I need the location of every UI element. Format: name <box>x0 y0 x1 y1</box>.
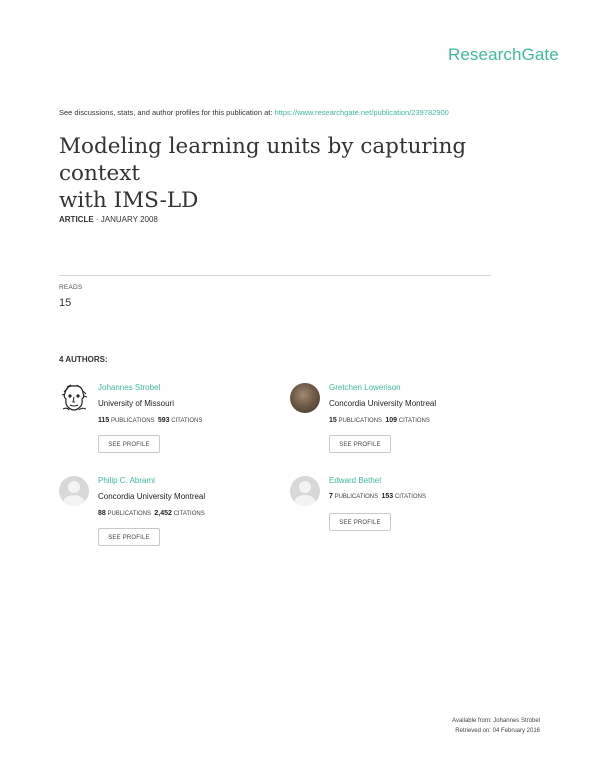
see-profile-button[interactable]: SEE PROFILE <box>329 435 391 453</box>
publication-count: 15 <box>329 417 337 424</box>
reads-count: 15 <box>59 297 72 309</box>
author-avatar[interactable] <box>59 383 89 413</box>
retrieved-on: Retrieved on: 04 February 2016 <box>455 728 540 734</box>
author-card <box>59 476 279 556</box>
authors-heading: 4 AUTHORS: <box>59 355 108 364</box>
author-name[interactable]: Edward Bethel <box>329 476 382 485</box>
paper-title-line-1: Modeling learning units by capturing context <box>59 134 467 186</box>
section-divider <box>59 275 491 276</box>
publication-count: 88 <box>98 510 106 517</box>
author-avatar[interactable] <box>290 383 320 413</box>
see-profile-button[interactable]: SEE PROFILE <box>98 528 160 546</box>
citation-count: 109 <box>385 417 398 424</box>
author-avatar[interactable] <box>290 476 320 506</box>
publications-label: PUBLICATIONS <box>338 418 383 424</box>
author-stats <box>98 510 205 517</box>
citation-count: 153 <box>381 493 394 500</box>
citations-label: CITATIONS <box>173 511 205 517</box>
paper-title-line-2: with IMS-LD <box>59 188 199 213</box>
publication-count: 115 <box>98 417 110 424</box>
publication-link[interactable]: https://www.researchgate.net/publication/239782900 <box>274 108 449 117</box>
author-stats <box>329 493 426 500</box>
author-card <box>290 383 510 463</box>
author-institution: University of Missouri <box>98 399 175 408</box>
publication-count: 7 <box>329 493 333 500</box>
citations-label: CITATIONS <box>394 494 426 500</box>
see-profile-button[interactable]: SEE PROFILE <box>329 513 391 531</box>
author-name[interactable]: Philip C. Abrami <box>98 476 155 485</box>
footer <box>452 716 540 736</box>
paper-title <box>59 133 529 214</box>
available-from: Available from: Johannes Strobel <box>452 718 540 724</box>
author-name[interactable]: Gretchen Lowerison <box>329 383 401 392</box>
author-stats <box>98 417 202 424</box>
reads-label: READS <box>59 284 83 291</box>
citation-count: 2,452 <box>154 510 172 517</box>
see-profile-button[interactable]: SEE PROFILE <box>98 435 160 453</box>
author-name[interactable]: Johannes Strobel <box>98 383 161 392</box>
author-avatar[interactable] <box>59 476 89 506</box>
author-institution: Concordia University Montreal <box>329 399 437 408</box>
publications-label: PUBLICATIONS <box>334 494 379 500</box>
author-institution: Concordia University Montreal <box>98 492 206 501</box>
author-stats <box>329 417 430 424</box>
discussion-text: See discussions, stats, and author profiles for this publication at: <box>59 108 273 117</box>
citations-label: CITATIONS <box>171 418 203 424</box>
sketch-portrait-icon <box>59 383 89 413</box>
article-date: · JANUARY 2008 <box>95 215 158 224</box>
article-meta <box>59 215 158 224</box>
citations-label: CITATIONS <box>398 418 430 424</box>
publications-label: PUBLICATIONS <box>110 418 155 424</box>
discussion-notice <box>59 108 449 117</box>
researchgate-logo[interactable]: ResearchGate <box>448 45 559 64</box>
article-type: ARTICLE <box>59 215 94 224</box>
author-card <box>290 476 510 556</box>
author-card <box>59 383 279 463</box>
publications-label: PUBLICATIONS <box>107 511 152 517</box>
citation-count: 593 <box>157 417 170 424</box>
